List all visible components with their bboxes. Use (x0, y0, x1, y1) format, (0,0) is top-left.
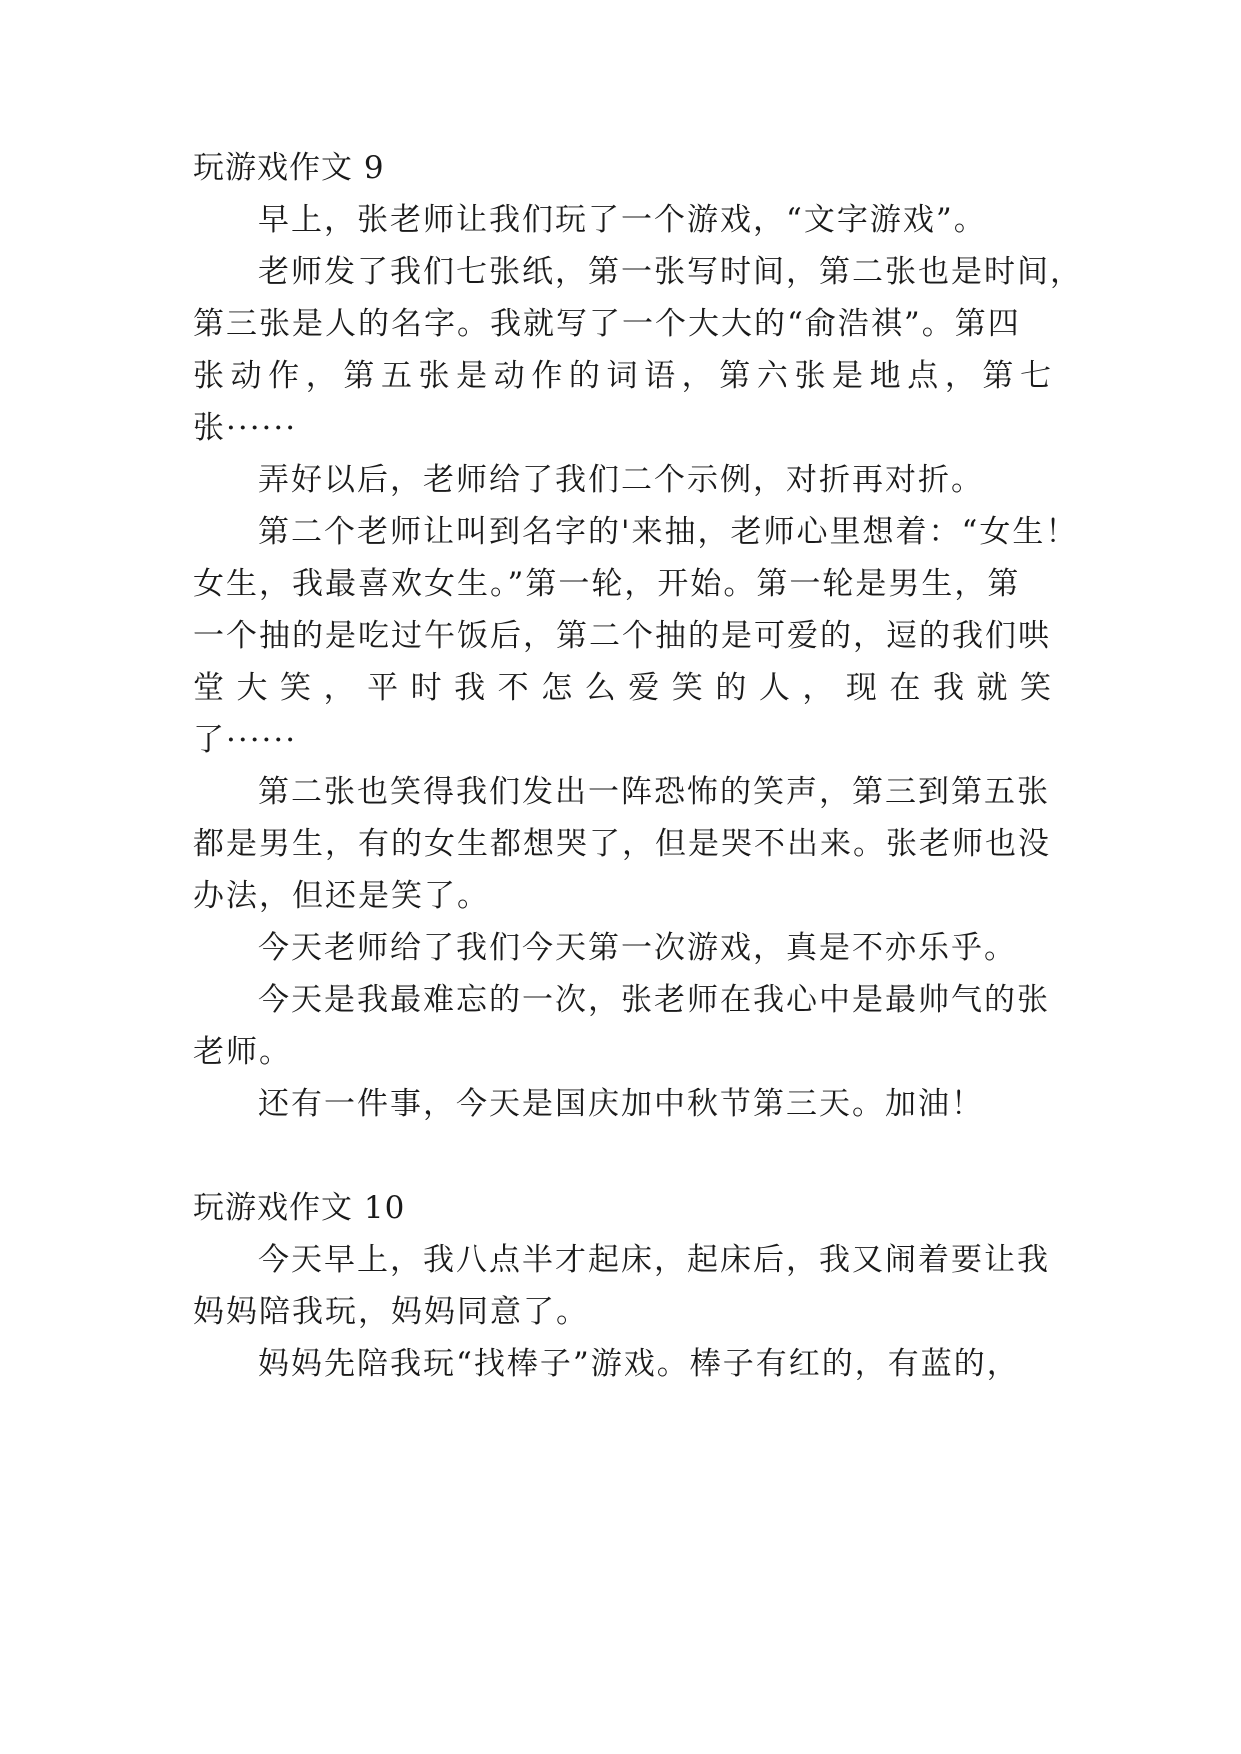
paragraph-line: 堂大笑，平时我不怎么爱笑的人，现在我就笑 (193, 670, 1053, 706)
paragraph-line: 妈妈陪我玩，妈妈同意了。 (193, 1294, 589, 1330)
paragraph-line: 早上，张老师让我们玩了一个游戏，“文字游戏”。 (258, 202, 987, 238)
paragraph-line: 女生，我最喜欢女生。”第一轮，开始。第一轮是男生，第 (193, 566, 1021, 602)
paragraph-line: 办法，但还是笑了。 (193, 878, 490, 914)
paragraph-line: 老师。 (193, 1034, 292, 1070)
paragraph-line: 张动作，第五张是动作的词语，第六张是地点，第七 (193, 358, 1053, 394)
paragraph-line: 第二个老师让叫到名字的'来抽，老师心里想着：“女生！ (258, 514, 1079, 550)
paragraph-line: 都是男生，有的女生都想哭了，但是哭不出来。张老师也没 (193, 826, 1051, 862)
essay-title: 玩游戏作文 9 (193, 150, 385, 186)
paragraph-line: 了······ (193, 722, 298, 758)
paragraph-line: 张······ (193, 410, 298, 446)
paragraph-line: 今天老师给了我们今天第一次游戏，真是不亦乐乎。 (258, 930, 1017, 966)
paragraph-line: 老师发了我们七张纸，第一张写时间，第二张也是时间， (258, 254, 1083, 290)
paragraph-line: 一个抽的是吃过午饭后，第二个抽的是可爱的，逗的我们哄 (193, 618, 1051, 654)
paragraph-line: 还有一件事，今天是国庆加中秋节第三天。加油！ (258, 1086, 984, 1122)
paragraph-line: 妈妈先陪我玩“找棒子”游戏。棒子有红的，有蓝的， (258, 1346, 1020, 1382)
paragraph-line: 第二张也笑得我们发出一阵恐怖的笑声，第三到第五张 (258, 774, 1050, 810)
essay-title: 玩游戏作文 10 (193, 1190, 406, 1226)
paragraph-line: 弄好以后，老师给了我们二个示例，对折再对折。 (258, 462, 984, 498)
paragraph-line: 今天是我最难忘的一次，张老师在我心中是最帅气的张 (258, 982, 1050, 1018)
paragraph-line: 今天早上，我八点半才起床，起床后，我又闹着要让我 (258, 1242, 1050, 1278)
paragraph-line: 第三张是人的名字。我就写了一个大大的“俞浩祺”。第四 (193, 306, 1021, 342)
